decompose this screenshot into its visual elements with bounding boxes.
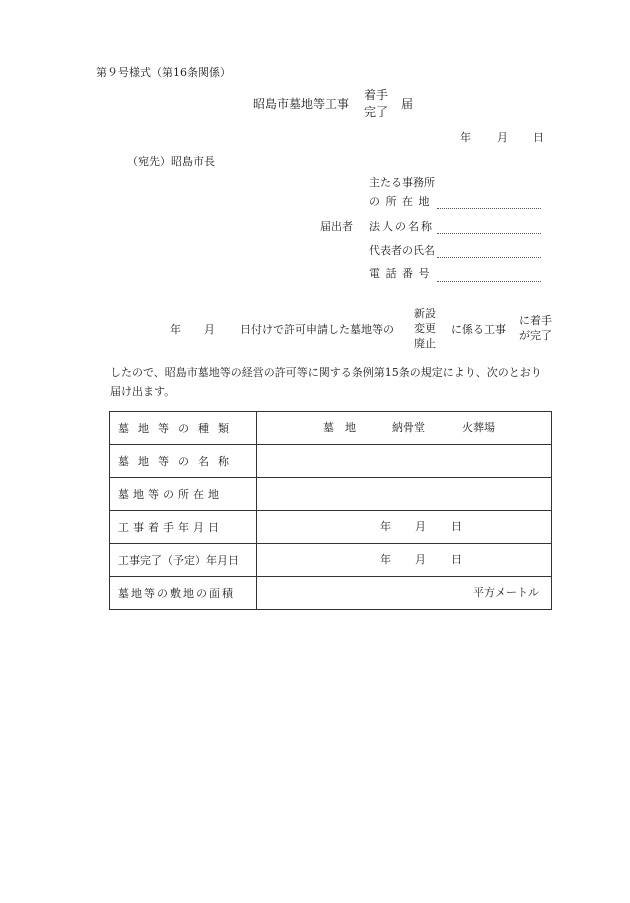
address-field[interactable] [437,208,541,209]
row-label: 工事着手年月日 [110,511,257,544]
completion-day: 日 [451,553,462,566]
option-abolish: 廃止 [414,336,436,350]
status-options [519,314,552,344]
details-table [109,411,552,610]
start-year: 年 [380,520,391,533]
table-row [110,478,552,511]
row-label: 工事完了（予定）年月日 [110,544,257,577]
title-prefix: 昭島市墓地等工事 [253,97,350,111]
title-suffix: 届 [401,97,414,111]
body-work-text: に係る工事 [451,323,506,336]
area-unit: 平方メートル [473,586,539,599]
row-label: 墓地等の敷地の面積 [110,577,257,610]
phone-field[interactable] [437,281,541,282]
title-option-complete: 完了 [364,105,389,119]
form-number: 第９号様式（第16条関係） [96,66,231,79]
corp-name-label: 法人の名称 [369,220,434,233]
body-permit-text: 日付けで許可申請した墓地等の [240,323,394,336]
applicant-label: 届出者 [320,220,353,233]
date-year: 年 [460,131,471,144]
type-ossuary[interactable]: 納骨堂 [392,421,425,434]
table-row [110,412,552,445]
completion-year: 年 [380,553,391,566]
start-day: 日 [451,520,462,533]
address-label-line1: 主たる事務所 [369,176,435,189]
body-month: 月 [204,323,215,336]
type-crematorium[interactable]: 火葬場 [462,421,495,434]
table-row [110,544,552,577]
option-new: 新設 [414,307,436,320]
row-label: 墓地等の名称 [110,445,257,478]
option-completed: が完了 [519,328,552,342]
date-month: 月 [497,131,508,144]
table-row [110,511,552,544]
row-label: 墓地等の種類 [110,412,257,445]
body-year: 年 [170,323,181,336]
completion-month: 月 [415,553,426,566]
site-area-cell[interactable] [257,577,552,610]
representative-label: 代表者の氏名 [369,244,435,257]
change-options [414,307,436,352]
row-label: 墓地等の所在地 [110,478,257,511]
corp-name-field[interactable] [437,233,541,234]
start-month: 月 [415,520,426,533]
representative-field[interactable] [437,257,541,258]
cemetery-name-cell[interactable] [257,445,552,478]
address-label-line2: の 所 在 地 [369,195,431,208]
date-day: 日 [533,131,544,144]
table-row [110,577,552,610]
cemetery-address-cell[interactable] [257,478,552,511]
body-line-3: 届け出ます。 [110,385,176,398]
start-date-cell[interactable] [257,511,552,544]
cemetery-type-cell[interactable] [257,412,552,445]
option-started: に着手 [519,314,552,327]
phone-label: 電 話 番 号 [369,267,431,280]
table-row [110,445,552,478]
type-cemetery[interactable]: 墓 地 [323,421,356,434]
body-line-2: したので、昭島市墓地等の経営の許可等に関する条例第15条の規定により、次のとおり [110,366,542,379]
addressee: （宛先）昭島市長 [127,155,215,168]
title-option-start: 着手 [364,88,389,102]
option-change: 変更 [414,321,436,335]
completion-date-cell[interactable] [257,544,552,577]
